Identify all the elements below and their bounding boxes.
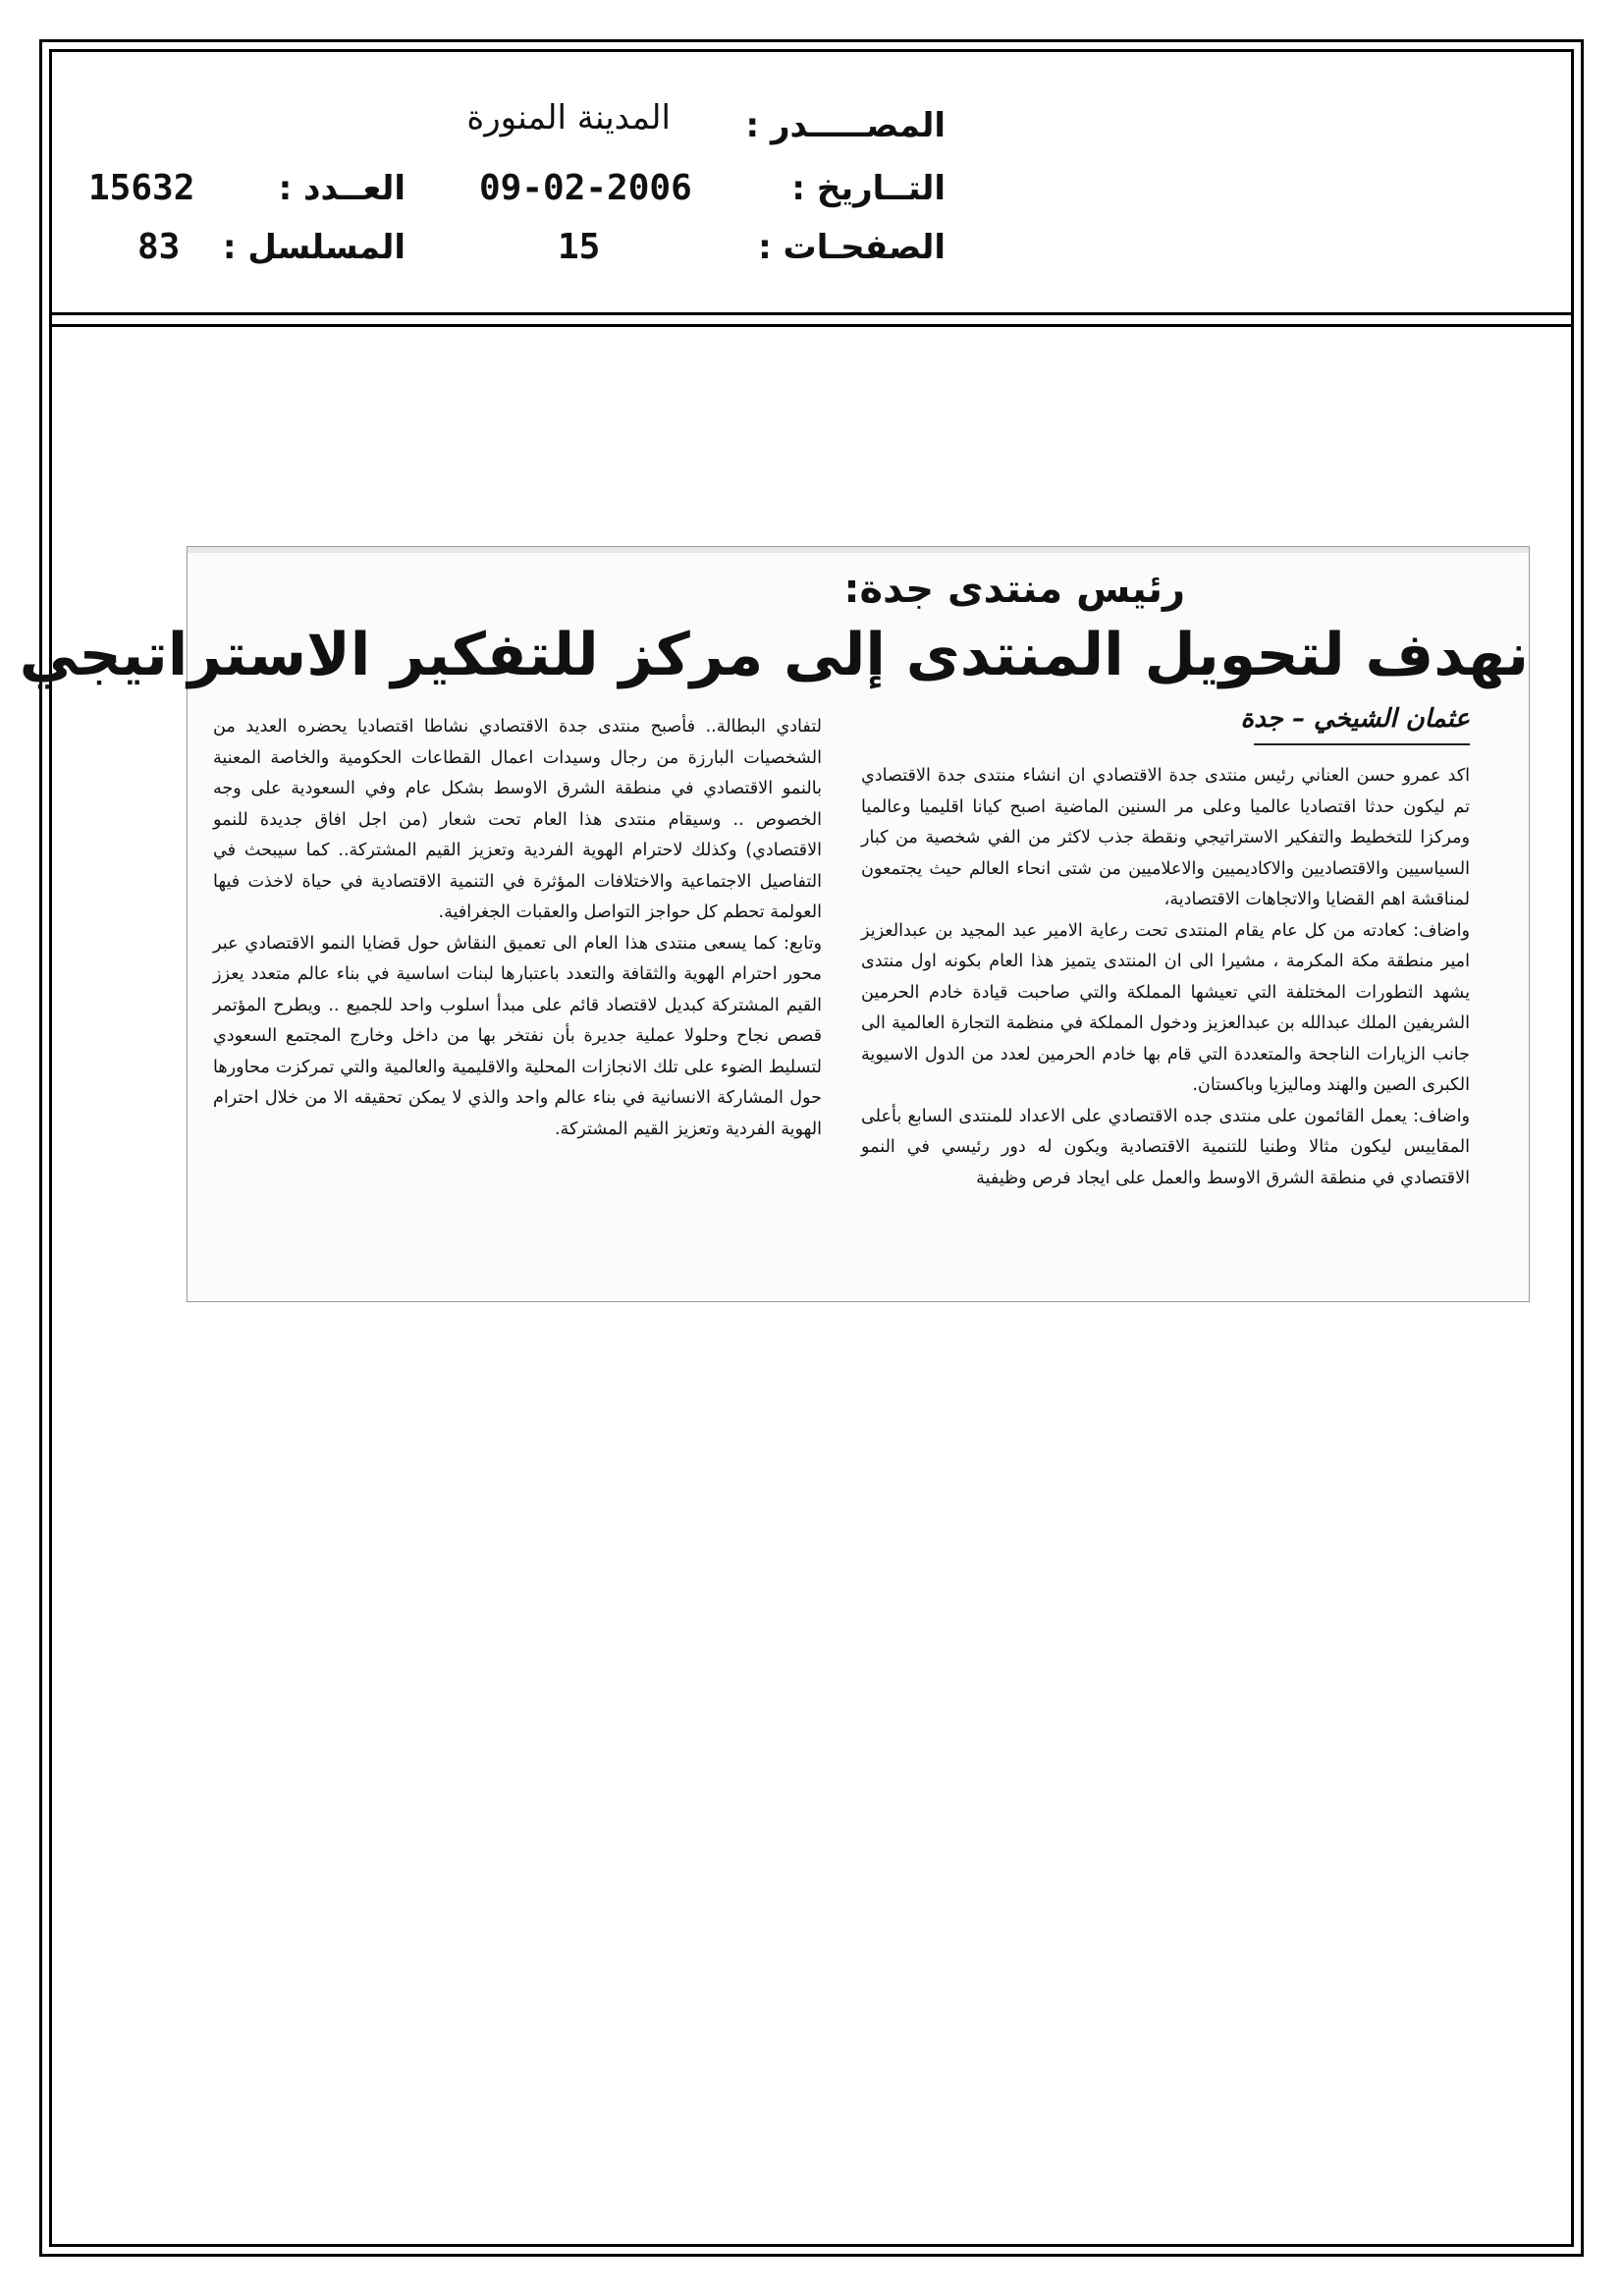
paragraph: لتفادي البطالة.. فأصبح منتدى جدة الاقتصادي نشاطا اقتصاديا يحضره العديد من الشخصيات البارزة من رجال وسيدات اعمال القطاعات الحكومية والخاصة المعنية بالنمو الاقتصادي في منطقة الشرق الاوسط بشكل عام وفي السعودية على وجه الخصوص .. وسيقام منتدى هذا العام تحت شعار (من اجل افاق جديدة للنمو الاقتصادي) وكذلك لاحترام الهوية الفردية وتعزيز القيم المشتركة.. كما سيبحث في التفاصيل الاجتماعية والاختلافات المؤثرة في التنمية الاقتصادية في حياة لاخذت فيها العولمة تحطم كل حواجز التواصل والعقبات الجغرافية. [213,717,822,922]
source-value: المدينة المنورة [466,98,671,137]
paragraph: واضاف: يعمل القائمون على منتدى جده الاقتصادي على الاعداد للمنتدى السابع بأعلى المقاييس ليكون مثالا وطنيا للتنمية الاقتصادية ويكون له دور رئيسي في النمو الاقتصادي في منطقة الشرق الاوسط والعمل على ايجاد فرص وظيفية [861,1106,1470,1188]
article-column-left [213,712,822,1145]
pages-value: 15 [558,227,601,267]
paragraph: واضاف: كعادته من كل عام يقام المنتدى تحت رعاية الامير عبد المجيد بن عبدالعزيز امير منطقة مكة المكرمة ، مشيرا الى ان المنتدى يتميز هذا العام بكونه اول منتدى يشهد التطورات المختلفة التي تعيشها المملكة والتي صاحبت قيادة خادم الحرمين الشريفين الملك عبدالله بن عبدالعزيز ودخول المملكة في منظمة التجارة العالمية الى جانب الزيارات الناجحة والمتعددة التي قام بها خادم الحرمين لعدد من الدول الاسيوية الكبرى الصين والهند وماليزيا وباكستان. [861,920,1470,1095]
byline-underline [1254,743,1470,745]
paragraph: وتابع: كما يسعى منتدى هذا العام الى تعميق النقاش حول قضايا النمو الاقتصادي عبر محور احترام الهوية والثقافة والتعدد باعتبارها لبنات اساسية في بناء عالم متعدد يعزز القيم المشتركة كبديل لاقتصاد قائم على مبدأ اسلوب واحد للجميع .. ويطرح المؤتمر قصص نجاح وحلولا عملية جديرة بأن نفتخر بها من داخل وخارج المجتمع السعودي لتسليط الضوء على تلك الانجازات المحلية والاقليمية والعالمية والتي تمركزت محاورها حول المشاركة الانسانية في بناء عالم واحد والذي لا يمكن تحقيقه الا من خلال احترام الهوية الفردية وتعزيز القيم المشتركة. [213,933,822,1139]
date-label: التــاريخ : [791,169,946,208]
paragraph: اكد عمرو حسن العناني رئيس منتدى جدة الاقتصادي ان انشاء منتدى جدة الاقتصادي تم ليكون حدثا اقتصاديا عالميا وعلى مر السنين الماضية اصبح كيانا اقليميا وعالميا ومركزا للتخطيط والتفكير الاستراتيجي ونقطة جذب لاكثر من الفي شخصية من كبار السياسيين والاقتصاديين والاكاديميين والاعلاميين من شتى انحاء العالم حيث يجتمعون لمناقشة اهم القضايا والاتجاهات الاقتصادية، [861,766,1470,909]
source-label: المصـــــدر : [745,106,946,145]
serial-value: 83 [137,227,181,267]
date-value: 09-02-2006 [479,168,692,208]
article-clipping [19,546,1530,1302]
pages-label: الصفحـات : [758,228,946,267]
article-column-right [861,761,1470,1194]
issue-value: 15632 [88,168,195,208]
header-divider-bottom [49,324,1574,327]
clipping-edge [188,547,1529,553]
article-headline: نهدف لتحويل المنتدى إلى مركز للتفكير الاستراتيجي [19,621,1529,689]
serial-label: المسلسل : [222,228,406,267]
header-divider-top [49,312,1574,315]
issue-label: العــدد : [278,169,406,208]
article-byline: عثمان الشيخي – جدة [1240,704,1470,734]
article-kicker: رئيس منتدى جدة: [843,567,1185,612]
